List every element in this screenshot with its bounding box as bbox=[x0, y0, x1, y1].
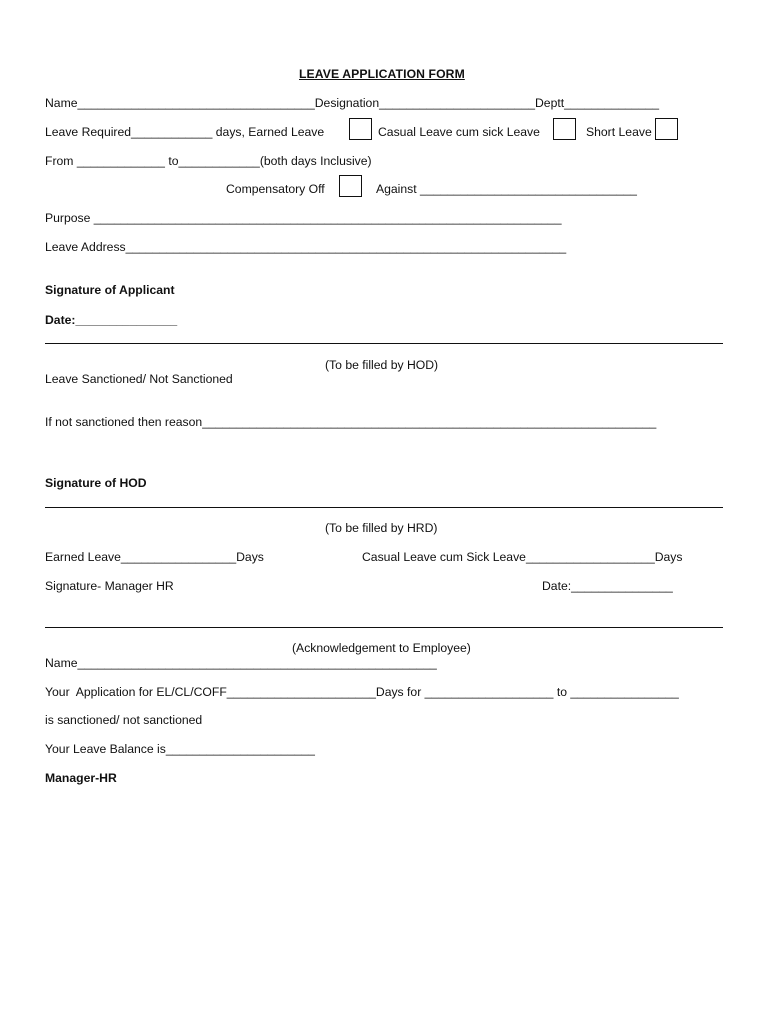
hrd-section-heading: (To be filled by HRD) bbox=[325, 521, 438, 535]
form-title: LEAVE APPLICATION FORM bbox=[299, 67, 465, 81]
application-days-field[interactable]: Your Application for EL/CL/COFF______________________Days for ___________________ to ________________ bbox=[45, 685, 679, 699]
short-leave-label: Short Leave bbox=[586, 125, 652, 139]
applicant-date-field[interactable]: Date:_______________ bbox=[45, 313, 178, 327]
earned-leave-checkbox[interactable] bbox=[349, 118, 372, 140]
hod-section-heading: (To be filled by HOD) bbox=[325, 358, 439, 372]
acknowledgement-heading: (Acknowledgement to Employee) bbox=[292, 641, 471, 655]
name-designation-dept-field[interactable]: Name___________________________________Designation_______________________Deptt______________ bbox=[45, 96, 660, 110]
from-to-field[interactable]: From _____________ to____________(both days Inclusive) bbox=[45, 154, 372, 168]
leave-sanction-status: Leave Sanctioned/ Not Sanctioned bbox=[45, 372, 233, 386]
section-divider bbox=[45, 343, 723, 344]
manager-hr-label: Manager-HR bbox=[45, 771, 117, 785]
leave-required-field[interactable]: Leave Required____________ days, Earned Leave bbox=[45, 125, 325, 139]
section-divider bbox=[45, 507, 723, 508]
short-leave-checkbox[interactable] bbox=[655, 118, 678, 140]
applicant-signature-label: Signature of Applicant bbox=[45, 283, 175, 297]
not-sanctioned-reason-field[interactable]: If not sanctioned then reason___________________________________________________________________ bbox=[45, 415, 657, 429]
earned-leave-days-field[interactable]: Earned Leave_________________Days bbox=[45, 550, 264, 564]
against-field[interactable]: Against ________________________________ bbox=[376, 182, 637, 196]
casual-leave-checkbox[interactable] bbox=[553, 118, 576, 140]
casual-leave-label: Casual Leave cum sick Leave bbox=[378, 125, 540, 139]
manager-hr-signature-label: Signature- Manager HR bbox=[45, 579, 174, 593]
casual-sick-leave-days-field[interactable]: Casual Leave cum Sick Leave___________________Days bbox=[362, 550, 683, 564]
leave-address-field[interactable]: Leave Address_________________________________________________________________ bbox=[45, 240, 567, 254]
purpose-field[interactable]: Purpose _____________________________________________________________________ bbox=[45, 211, 562, 225]
hod-signature-label: Signature of HOD bbox=[45, 476, 147, 490]
employee-name-field[interactable]: Name_____________________________________________________ bbox=[45, 656, 437, 670]
hrd-date-field[interactable]: Date:_______________ bbox=[542, 579, 673, 593]
sanction-status-text: is sanctioned/ not sanctioned bbox=[45, 713, 203, 727]
leave-balance-field[interactable]: Your Leave Balance is______________________ bbox=[45, 742, 315, 756]
compensatory-off-label: Compensatory Off bbox=[226, 182, 325, 196]
section-divider bbox=[45, 627, 723, 628]
compensatory-off-checkbox[interactable] bbox=[339, 175, 362, 197]
